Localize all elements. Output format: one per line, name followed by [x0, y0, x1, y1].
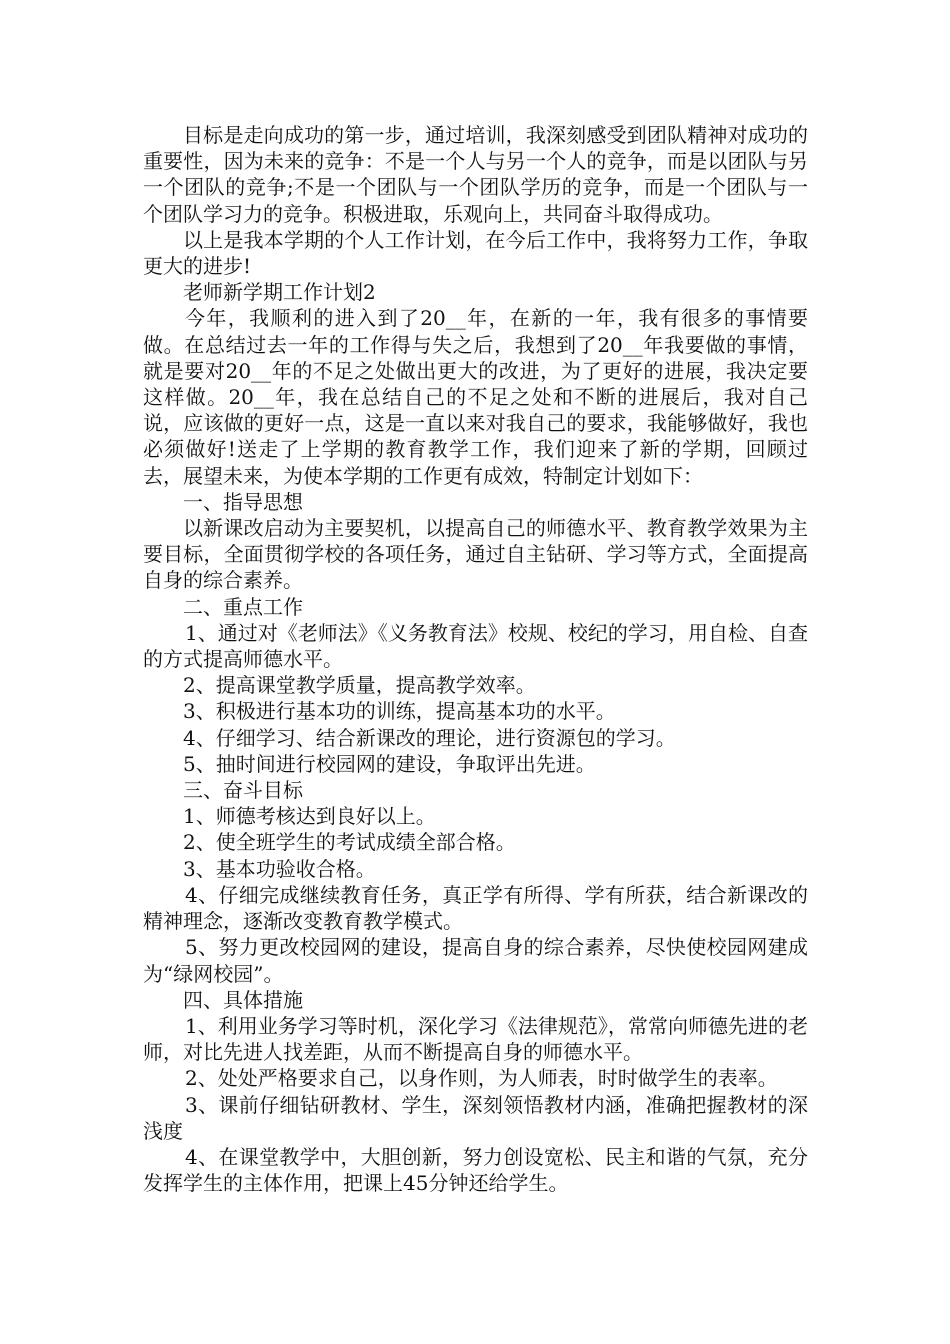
list-item: 3、积极进行基本功的训练，提高基本功的水平。: [183, 699, 616, 724]
list-item: 1、师德考核达到良好以上。: [183, 804, 436, 829]
paragraph: 目标是走向成功的第一步，通过培训，我深刻感受到团队精神对成功的重要性，因为未来的竞争：不是一个人与另一个人的竞争，而是以团队与另一个团队的竞争;不是一个团队与一个团队学历的竞争，而是一个团队与一个团队学习力的竞争。积极进取，乐观向上，共同奋斗取得成功。: [143, 123, 808, 226]
paragraph: 以新课改启动为主要契机，以提高自己的师德水平、教育教学效果为主要目标，全面贯彻学校的各项任务，通过自主钻研、学习等方式，全面提高自身的综合素养。: [143, 516, 808, 593]
document-body: [143, 122, 808, 1196]
list-item: 1、通过对《老师法》《义务教育法》校规、校纪的学习，用自检、自查的方式提高师德水平。: [143, 620, 808, 672]
section-heading: 三、奋斗目标: [183, 778, 303, 803]
list-item: 5、努力更改校园网的建设，提高自身的综合素养，尽快使校园网建成为“绿网校园”。: [143, 935, 808, 986]
section-heading: 二、重点工作: [183, 594, 303, 619]
list-item: 3、基本功验收合格。: [183, 856, 376, 881]
list-item: 3、课前仔细钻研教材、学生，深刻领悟教材内涵，准确把握教材的深浅度: [143, 1092, 808, 1143]
section-heading: 一、指导思想: [183, 489, 303, 514]
list-item: 5、抽时间进行校园网的建设，争取评出先进。: [183, 751, 596, 776]
section-title: 老师新学期工作计划2: [183, 280, 376, 305]
list-item: 2、使全班学生的考试成绩全部合格。: [183, 830, 516, 855]
list-item: 2、提高课堂教学质量，提高教学效率。: [183, 673, 536, 698]
list-item: 1、利用业务学习等时机，深化学习《法律规范》，常常向师德先进的老师，对比先进人找差距，从而不断提高自身的师德水平。: [143, 1013, 808, 1065]
paragraph: 今年，我顺利的进入到了20__年，在新的一年，我有很多的事情要做。在总结过去一年的工作得与失之后，我想到了20__年我要做的事情，就是要对20__年的不足之处做出更大的改进，为了更好的进展，我决定要这样做。20__年，我在总结自己的不足之处和不断的进展后，我对自己说，应该做的更好一点，这是一直以来对我自己的要求，我能够做好，我也必须做好!送走了上学期的教育教学工作，我们迎来了新的学期，回顾过去，展望未来，为使本学期的工作更有成效，特制定计划如下：: [143, 306, 808, 488]
paragraph: 以上是我本学期的个人工作计划，在今后工作中，我将努力工作，争取更大的进步!: [143, 227, 808, 279]
list-item: 4、仔细完成继续教育任务，真正学有所得、学有所获，结合新课改的精神理念，逐渐改变教育教学模式。: [143, 882, 808, 934]
list-item: 2、处处严格要求自己，以身作则，为人师表，时时做学生的表率。: [185, 1066, 778, 1091]
list-item: 4、在课堂教学中，大胆创新，努力创设宽松、民主和谐的气氛，充分发挥学生的主体作用，把课上45分钟还给学生。: [143, 1144, 808, 1196]
list-item: 4、仔细学习、结合新课改的理论，进行资源包的学习。: [183, 725, 676, 750]
section-heading: 四、具体措施: [183, 987, 303, 1012]
